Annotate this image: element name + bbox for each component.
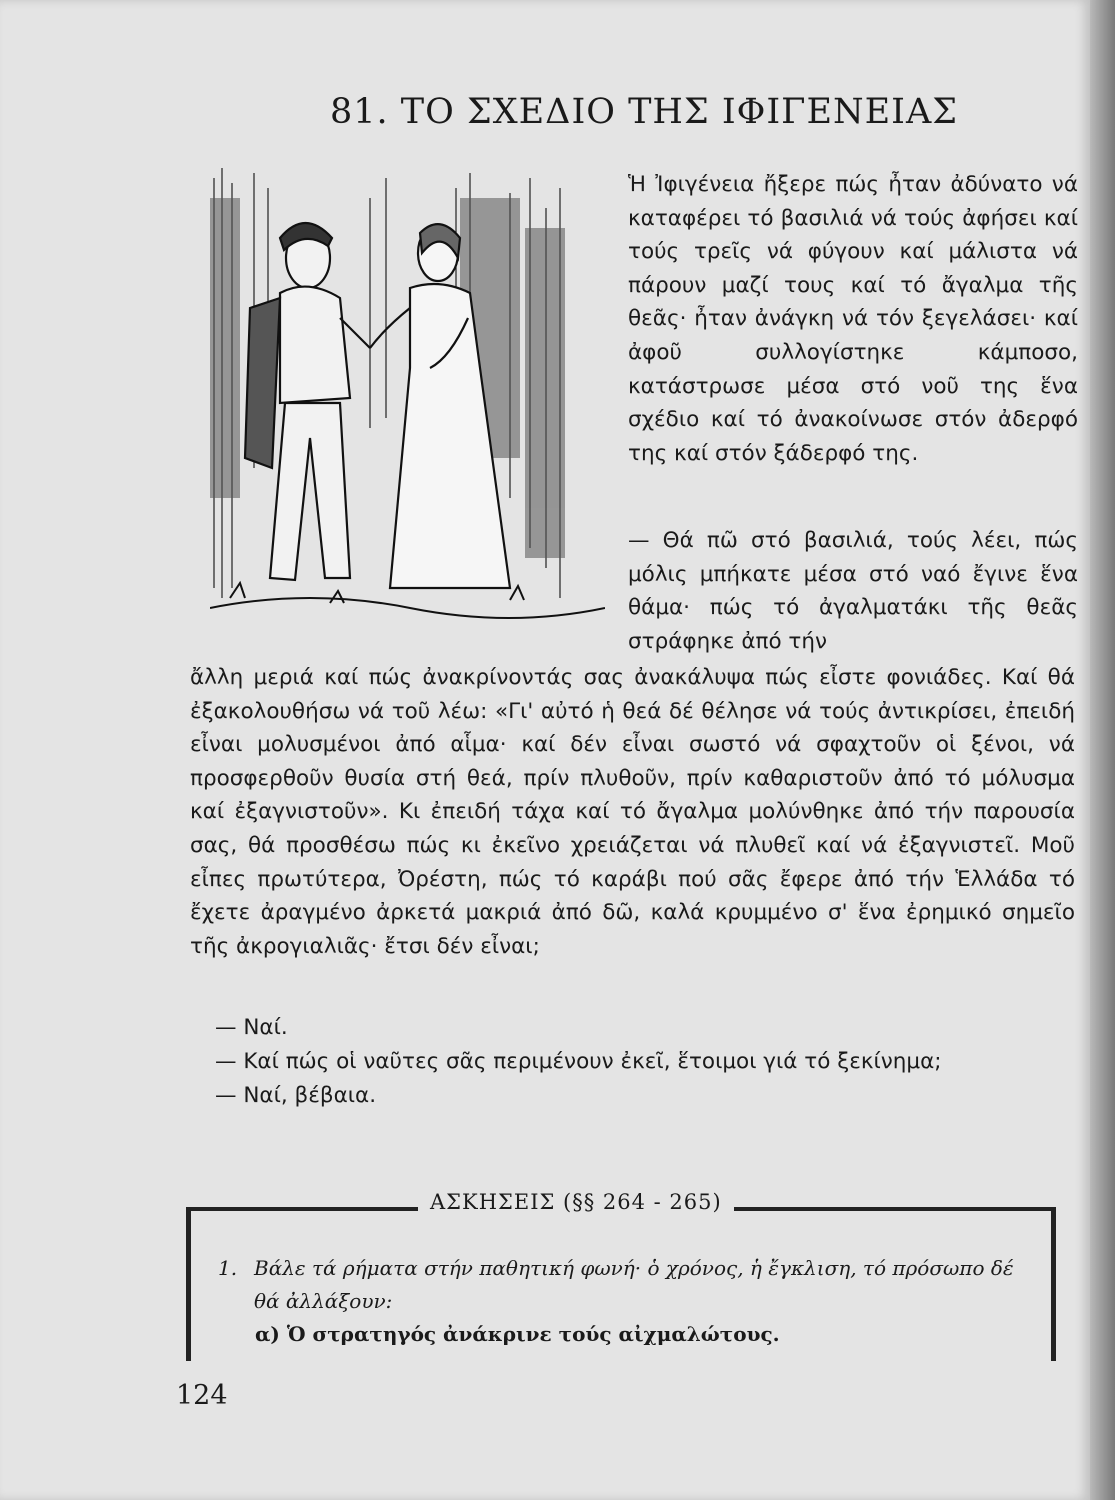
- dialog-line-2: — Καί πώς οἱ ναῦτες σᾶς περιμένουν ἐκεῖ, ἕτοιμοι γιά τό ξεκίνημα;: [215, 1049, 942, 1074]
- page-number: 124: [176, 1380, 228, 1411]
- dialog-line-3: — Ναί, βέβαια.: [215, 1083, 377, 1108]
- exercises-header: ΑΣΚΗΣΕΙΣ (§§ 264 - 265): [418, 1190, 734, 1214]
- illustration-iphigenia-orestes: [210, 168, 605, 628]
- paragraph-intro: Ἡ Ἰφιγένεια ἤξερε πώς ἦταν ἀδύνατο νά καταφέρει τό βασιλιά νά τούς ἀφήσει καί τούς τρεῖς νά φύγουν καί μάλιστα νά πάρουν μαζί τους καί τό ἄγαλμα τῆς θεᾶς· ἦταν ἀνάγκη νά τόν ξεγελάσει· καί ἀφοῦ συλλογίστηκε κάμποσο, κατάστρωσε μέσα στό νοῦ της ἕνα σχέδιο καί τό ἀνακοίνωσε στόν ἀδερφό της καί στόν ξάδερφό της.: [628, 172, 1078, 466]
- paragraph-dialogue-continued: ἄλλη μεριά καί πώς ἀνακρίνοντάς σας ἀνακάλυψα πώς εἶστε φονιάδες. Καί θά ἐξακολουθήσω νά τοῦ λέω: «Γι' αὐτό ἡ θεά δέ θέλησε νά τούς ἀντικρίσει, ἐπειδή εἶναι μολυσμένοι ἀπό αἷμα· καί δέν εἶναι σωστό νά σφαχτοῦν οἱ ξένοι, νά προσφερθοῦν θυσία στή θεά, πρίν πλυθοῦν, πρίν καθαριστοῦν ἀπό τό μόλυσμα καί ἐξαγνιστοῦν». Κι ἐπειδή τάχα καί τό ἄγαλμα μολύνθηκε ἀπό τήν παρουσία σας, θά προσθέσω πώς κι ἐκεῖνο χρειάζεται νά πλυθεῖ καί νά ἐξαγνιστεῖ. Μοῦ εἶπες πρωτύτερα, Ὀρέστη, πώς τό καράβι πού σᾶς ἔφερε ἀπό τήν Ἑλλάδα τό ἔχετε ἀραγμένο ἀρκετά μακριά ἀπό δῶ, καλά κρυμμένο σ' ἕνα ἐρημικό σημεῖο τῆς ἀκρογιαλιᾶς· ἔτσι δέν εἶναι;: [190, 665, 1075, 959]
- dialog-line-1: — Ναί.: [215, 1015, 288, 1040]
- exercise-instruction: Βάλε τά ρήματα στήν παθητική φωνή· ὁ χρόνος, ἡ ἔγκλιση, τό πρόσωπο δέ θά ἀλλάξουν:: [254, 1256, 1014, 1313]
- book-spine: [1090, 0, 1115, 1500]
- exercise-example: α) Ὁ στρατηγός ἀνάκρινε τούς αἰχμαλώτους.: [255, 1322, 780, 1346]
- exercise-number: 1.: [218, 1256, 238, 1280]
- chapter-title: 81. ΤΟ ΣΧΕΔΙΟ ΤΗΣ ΙΦΙΓΕΝΕΙΑΣ: [330, 92, 959, 132]
- paragraph-dialogue-start: — Θά πῶ στό βασιλιά, τούς λέει, πώς μόλις μπήκατε μέσα στό ναό ἔγινε ἕνα θάμα· πώς τό ἀγαλματάκι τῆς θεᾶς στράφηκε ἀπό τήν: [628, 528, 1078, 654]
